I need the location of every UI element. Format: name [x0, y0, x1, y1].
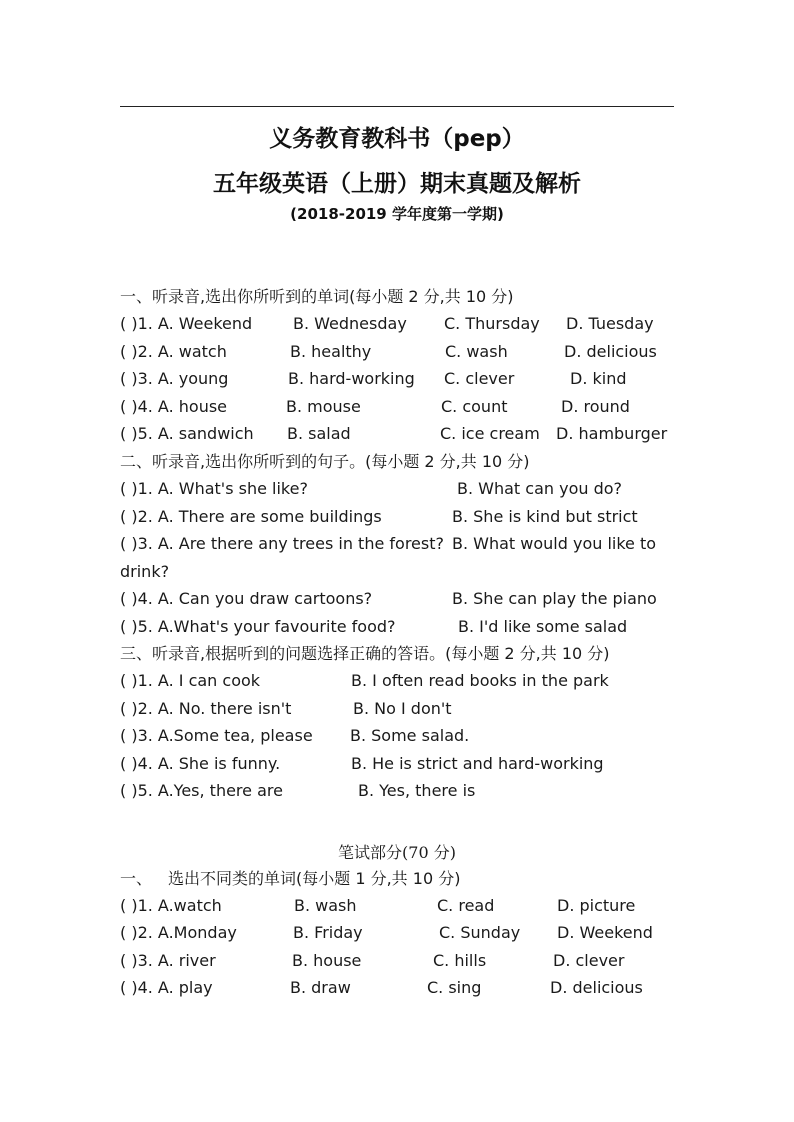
- document-title: 义务教育教科书（pep）: [269, 126, 525, 152]
- question-option-b: B. Friday: [293, 923, 363, 942]
- question-option-d: D. Tuesday: [566, 314, 654, 333]
- question-option-b: B. What can you do?: [457, 479, 623, 498]
- section-heading-listening-sentences: 二、听录音,选出你所听到的句子。(每小题 2 分,共 10 分): [120, 452, 530, 471]
- question-option-c: C. sing: [427, 978, 482, 997]
- question-option-c: C. Thursday: [444, 314, 540, 333]
- question-option-a: ( )2. A. There are some buildings: [120, 507, 382, 526]
- header-rule: [120, 106, 674, 107]
- question-option-a: ( )3. A. river: [120, 951, 216, 970]
- question-option-b: B. I'd like some salad: [458, 617, 628, 636]
- document-subtitle: 五年级英语（上册）期末真题及解析: [213, 171, 581, 197]
- question-option-a: ( )2. A. No. there isn't: [120, 699, 292, 718]
- question-option-b: B. salad: [287, 424, 351, 443]
- question-option-a: ( )3. A. young: [120, 369, 229, 388]
- question-option-b: B. Wednesday: [293, 314, 407, 333]
- question-option-a: ( )3. A. Are there any trees in the forest?: [120, 534, 444, 553]
- question-option-b: B. draw: [290, 978, 351, 997]
- section-number: 一、: [120, 869, 153, 888]
- section-heading-listening-words: 一、听录音,选出你所听到的单词(每小题 2 分,共 10 分): [120, 287, 514, 306]
- question-option-b: B. Yes, there is: [358, 781, 476, 800]
- question-option-a: ( )5. A.Yes, there are: [120, 781, 283, 800]
- question-option-b: B. She can play the piano: [452, 589, 657, 608]
- question-option-d: D. kind: [570, 369, 627, 388]
- question-option-c: C. Sunday: [439, 923, 521, 942]
- question-option-a: ( )1. A. What's she like?: [120, 479, 308, 498]
- question-option-c: C. wash: [445, 342, 508, 361]
- question-option-b: B. He is strict and hard-working: [351, 754, 604, 773]
- question-option-d: D. round: [561, 397, 630, 416]
- question-option-b: B. Some salad.: [350, 726, 470, 745]
- question-option-a: ( )4. A. Can you draw cartoons?: [120, 589, 373, 608]
- question-option-a: ( )4. A. play: [120, 978, 213, 997]
- question-option-c: C. clever: [444, 369, 515, 388]
- question-option-b: B. healthy: [290, 342, 372, 361]
- question-option-b: B. house: [292, 951, 362, 970]
- question-option-a: ( )4. A. house: [120, 397, 228, 416]
- question-option-b: B. hard-working: [288, 369, 415, 388]
- question-option-b: B. She is kind but strict: [452, 507, 638, 526]
- school-year: (2018-2019 学年度第一学期): [290, 205, 504, 223]
- question-option-a: ( )2. A. watch: [120, 342, 227, 361]
- question-option-a: ( )1. A.watch: [120, 896, 222, 915]
- question-option-c: C. count: [441, 397, 508, 416]
- question-option-a: ( )2. A.Monday: [120, 923, 237, 942]
- question-option-a: ( )5. A. sandwich: [120, 424, 254, 443]
- question-option-c: C. hills: [433, 951, 487, 970]
- question-option-d: D. delicious: [564, 342, 657, 361]
- wrapped-text: drink?: [120, 562, 170, 581]
- question-option-b: B. No I don't: [353, 699, 452, 718]
- question-option-c: C. read: [437, 896, 495, 915]
- section-heading-odd-one-out: 选出不同类的单词(每小题 1 分,共 10 分): [168, 869, 461, 888]
- question-option-b: B. wash: [294, 896, 357, 915]
- question-option-a: ( )1. A. I can cook: [120, 671, 261, 690]
- question-option-d: D. delicious: [550, 978, 643, 997]
- question-option-a: ( )4. A. She is funny.: [120, 754, 281, 773]
- question-option-b: B. mouse: [286, 397, 361, 416]
- question-option-a: ( )5. A.What's your favourite food?: [120, 617, 396, 636]
- question-option-b: B. What would you like to: [452, 534, 657, 553]
- section-heading-listening-answers: 三、听录音,根据听到的问题选择正确的答语。(每小题 2 分,共 10 分): [120, 644, 610, 663]
- question-option-b: B. I often read books in the park: [351, 671, 609, 690]
- question-option-a: ( )1. A. Weekend: [120, 314, 253, 333]
- question-option-d: D. hamburger: [556, 424, 668, 443]
- question-option-d: D. Weekend: [557, 923, 653, 942]
- question-option-d: D. clever: [553, 951, 625, 970]
- question-option-d: D. picture: [557, 896, 636, 915]
- question-option-c: C. ice cream: [440, 424, 540, 443]
- written-section-title: 笔试部分(70 分): [338, 843, 456, 862]
- question-option-a: ( )3. A.Some tea, please: [120, 726, 313, 745]
